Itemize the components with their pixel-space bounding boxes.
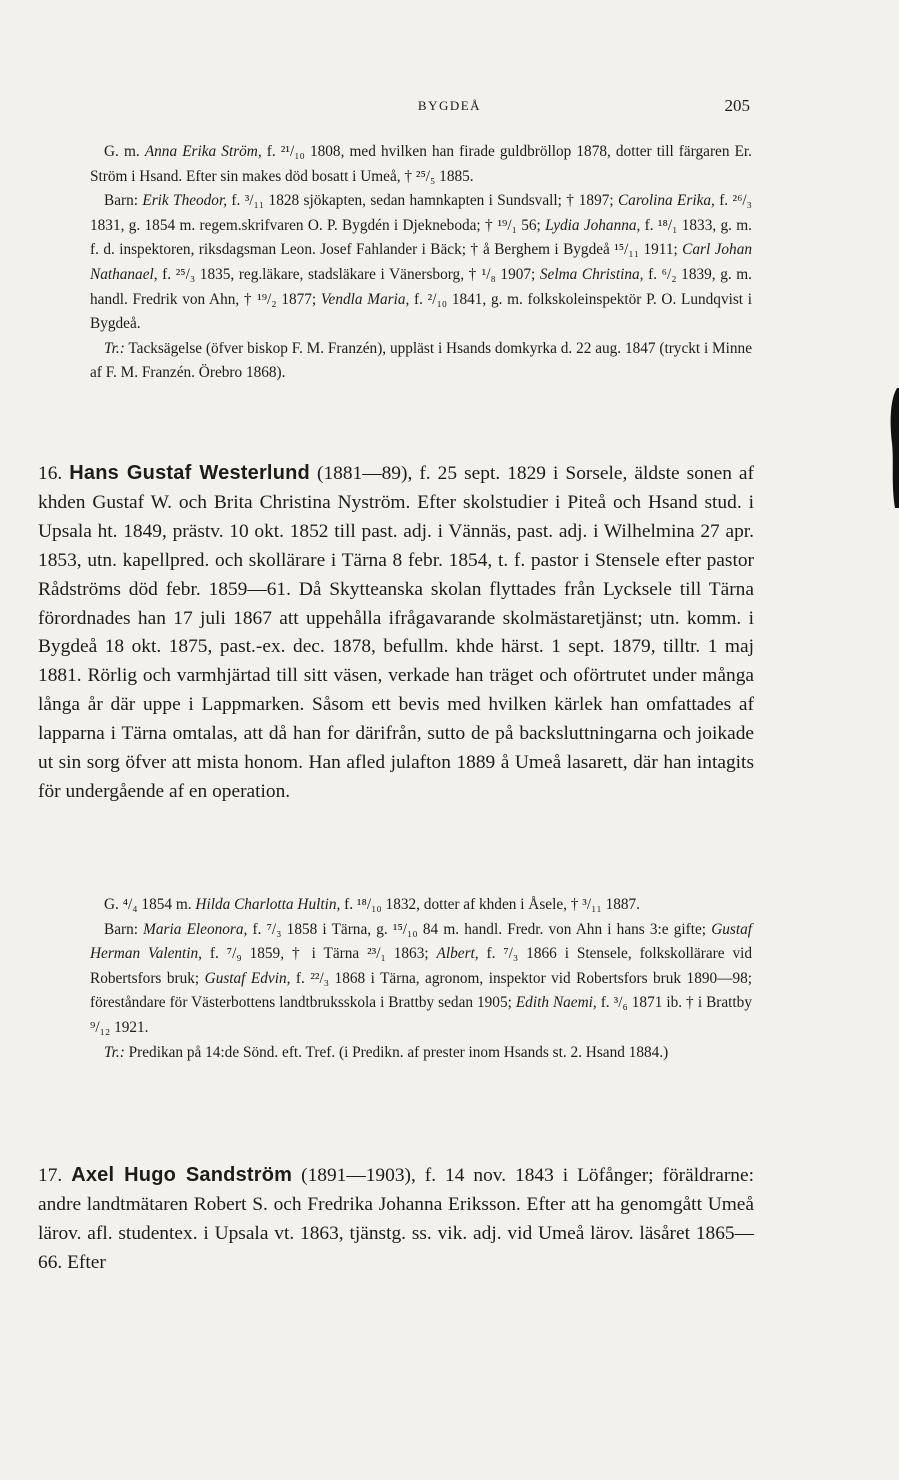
- children-paragraph: Barn: Erik Theodor, f. ³/₁₁ 1828 sjökapten, sedan hamnkapten i Sundsvall; † 1897; Carolina Erika, f. ²⁶/₃ 1831, g. 1854 m. regem.skrifvaren O. P. Bygdén i Djekneboda; † ¹⁹/₁ 56; Lydia Johanna, f. ¹⁸/₁ 1833, g. m. f. d. inspektoren, riksdagsman Leon. Josef Fahlander i Bäck; † å Berghem i Bygdeå ¹⁵/₁₁ 1911; Carl Johan Nathanael, f. ²⁵/₃ 1835, reg.läkare, stadsläkare i Vänersborg, † ¹/₈ 1907; Selma Christina, f. ⁶/₂ 1839, g. m. handl. Fredrik von Ahn, † ¹⁹/₂ 1877; Vendla Maria, f. ²/₁₀ 1841, g. m. folkskoleinspektör P. O. Lundqvist i Bygdeå.: [90, 192, 753, 333]
- entry-number: 16.: [38, 463, 63, 484]
- entry-name: Hans Gustaf Westerlund: [69, 462, 310, 484]
- entry-17: [38, 1161, 754, 1278]
- printed-works-paragraph: Tr.: Predikan på 14:de Sönd. eft. Tref. (i Predikn. af prester inom Hsands st. 2. Hsand 1884.): [104, 1043, 669, 1061]
- notes-block-2: [90, 893, 752, 1065]
- page-number: 205: [724, 96, 750, 115]
- entry-text: (1891—1903), f. 14 nov. 1843 i Löfånger; föräldrarne: andre landtmätaren Robert S. och Fredrika Johanna Eriksson. Efter att ha genomgått Umeå lärov. afl. studentex. i Upsala vt. 1863, tjänstg. ss. vik. adj. vid Umeå lärov. läsåret 1865—66. Efter: [38, 1165, 754, 1273]
- entry-text: (1881—89), f. 25 sept. 1829 i Sorsele, äldste sonen af khden Gustaf W. och Brita Christina Nyström. Efter skolstudier i Piteå och Hsand stud. i Upsala ht. 1849, prästv. 10 okt. 1852 till past. adj. i Vännäs, past. adj. i Wilhelmina 27 apr. 1853, utn. kapellpred. och skollärare i Tärna 8 febr. 1854, t. f. pastor i Stensele efter pastor Rådströms död febr. 1859—61. Då Skytteanska skolan flyttades från Lycksele till Tärna förordnades han 17 juli 1867 att uppehålla ifrågavarande skolmästaretjänst; utn. komm. i Bygdeå 18 okt. 1875, past.-ex. dec. 1878, befullm. khde härst. 1 sept. 1879, tilltr. 1 maj 1881. Rörlig och varmhjärtad till sitt väsen, verkade han träget och oförtrutet under många långa år där uppe i Lappmarken. Såsom ett bevis med hvilken kärlek han omfattades af lapparna i Tärna omtalas, att då han for därifrån, sutto de på backsluttningarna och joikade ut sin sorg öfver att mista honom. Han afled julafton 1889 å Umeå lasarett, där han intagits för undergående af en operation.: [38, 463, 754, 802]
- spouse-paragraph: G. m. Anna Erika Ström, f. ²¹/₁₀ 1808, med hvilken han firade guldbröllop 1878, dotter till färgaren Er. Ström i Hsand. Efter sin makes död bosatt i Umeå, † ²⁵/₅ 1885.: [90, 143, 752, 185]
- entry-16: [38, 459, 754, 807]
- scan-edge-mark: [885, 388, 899, 508]
- running-head: [0, 96, 899, 120]
- running-title: BYGDEÅ: [417, 98, 482, 113]
- children-paragraph: Barn: Maria Eleonora, f. ⁷/₃ 1858 i Tärna, g. ¹⁵/₁₀ 84 m. handl. Fredr. von Ahn i hans 3:e gifte; Gustaf Herman Valentin, f. ⁷/₉ 1859, † i Tärna ²³/₁ 1863; Albert, f. ⁷/₃ 1866 i Stensele, folkskollärare vid Robertsfors bruk; Gustaf Edvin, f. ²²/₃ 1868 i Tärna, agronom, inspektor vid Robertsfors bruk 1890—98; föreståndare för Västerbottens landtbruksskola i Brattby sedan 1905; Edith Naemi, f. ³/₆ 1871 ib. † i Brattby ⁹/₁₂ 1921.: [90, 920, 752, 1036]
- notes-block-1: [90, 140, 752, 386]
- spouse-paragraph: G. ⁴/₄ 1854 m. Hilda Charlotta Hultin, f. ¹⁸/₁₀ 1832, dotter af khden i Åsele, † ³/₁₁ 1887.: [104, 896, 640, 913]
- entry-name: Axel Hugo Sandström: [71, 1164, 293, 1186]
- printed-works-paragraph: Tr.: Tacksägelse (öfver biskop F. M. Franzén), uppläst i Hsands domkyrka d. 22 aug. 1847 (tryckt i Minne af F. M. Franzén. Örebro 1868).: [90, 339, 752, 382]
- entry-number: 17.: [38, 1165, 63, 1186]
